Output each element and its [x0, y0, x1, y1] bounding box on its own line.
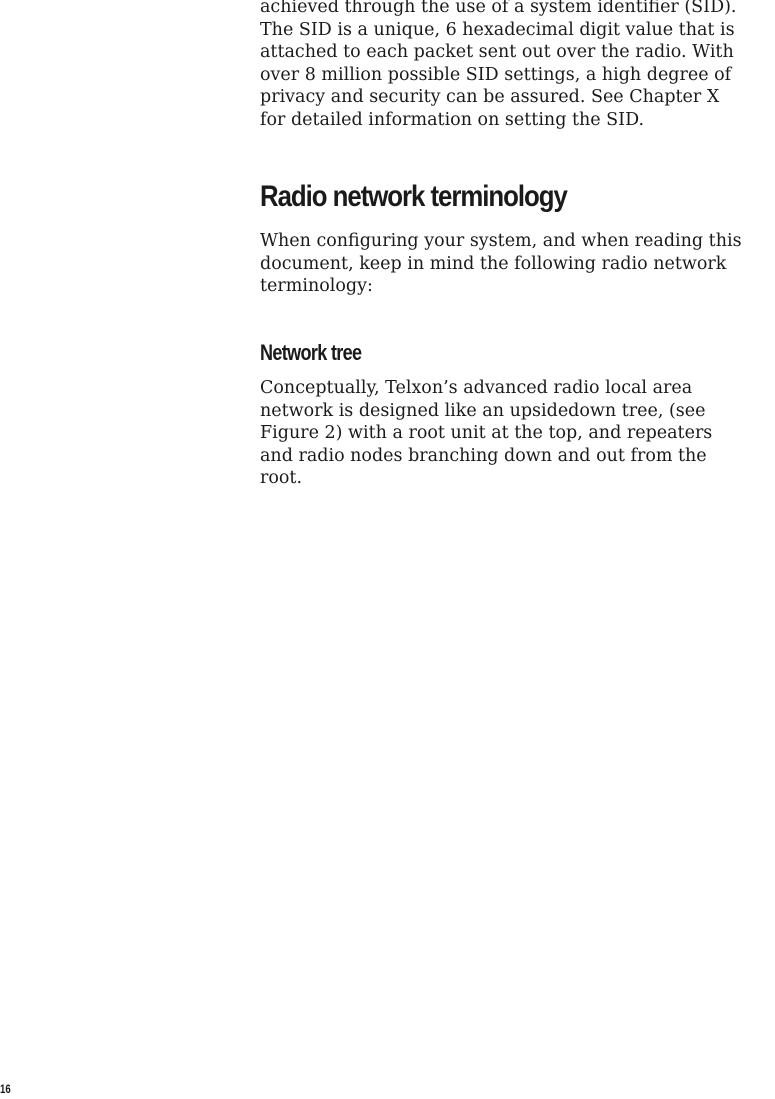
text-line: Conceptually, Telxon’s advanced radio local area: [260, 378, 693, 398]
text-line: and radio nodes branching down and out from the: [260, 445, 707, 466]
page-number: 16: [0, 1082, 11, 1096]
text-line: document, keep in mind the following radio network: [260, 253, 727, 274]
section-heading: Radio network terminology: [260, 180, 567, 213]
text-line: The SID is a unique, 6 hexadecimal digit value that is: [260, 19, 735, 40]
text-line: achieved through the use of a system identifier (SID).: [260, 0, 737, 17]
network-tree-paragraph: [260, 377, 712, 490]
text-line: terminology:: [260, 276, 373, 297]
text-line: network is designed like an upsidedown tree, (see: [260, 400, 706, 421]
text-line: root.: [260, 468, 303, 489]
text-line: for detailed information on setting the SID.: [260, 109, 645, 130]
text-line: When configuring your system, and when reading this: [260, 231, 742, 251]
text-line: attached to each packet sent out over the radio. With: [260, 42, 734, 63]
text-line: Figure 2) with a root unit at the top, and repeaters: [260, 423, 713, 444]
terminology-paragraph: [260, 230, 742, 298]
text-line: over 8 million possible SID settings, a high degree of: [260, 64, 732, 85]
text-line: privacy and security can be assured. See Chapter X: [260, 87, 720, 108]
subsection-heading: Network tree: [260, 340, 362, 365]
intro-paragraph: [260, 0, 737, 132]
